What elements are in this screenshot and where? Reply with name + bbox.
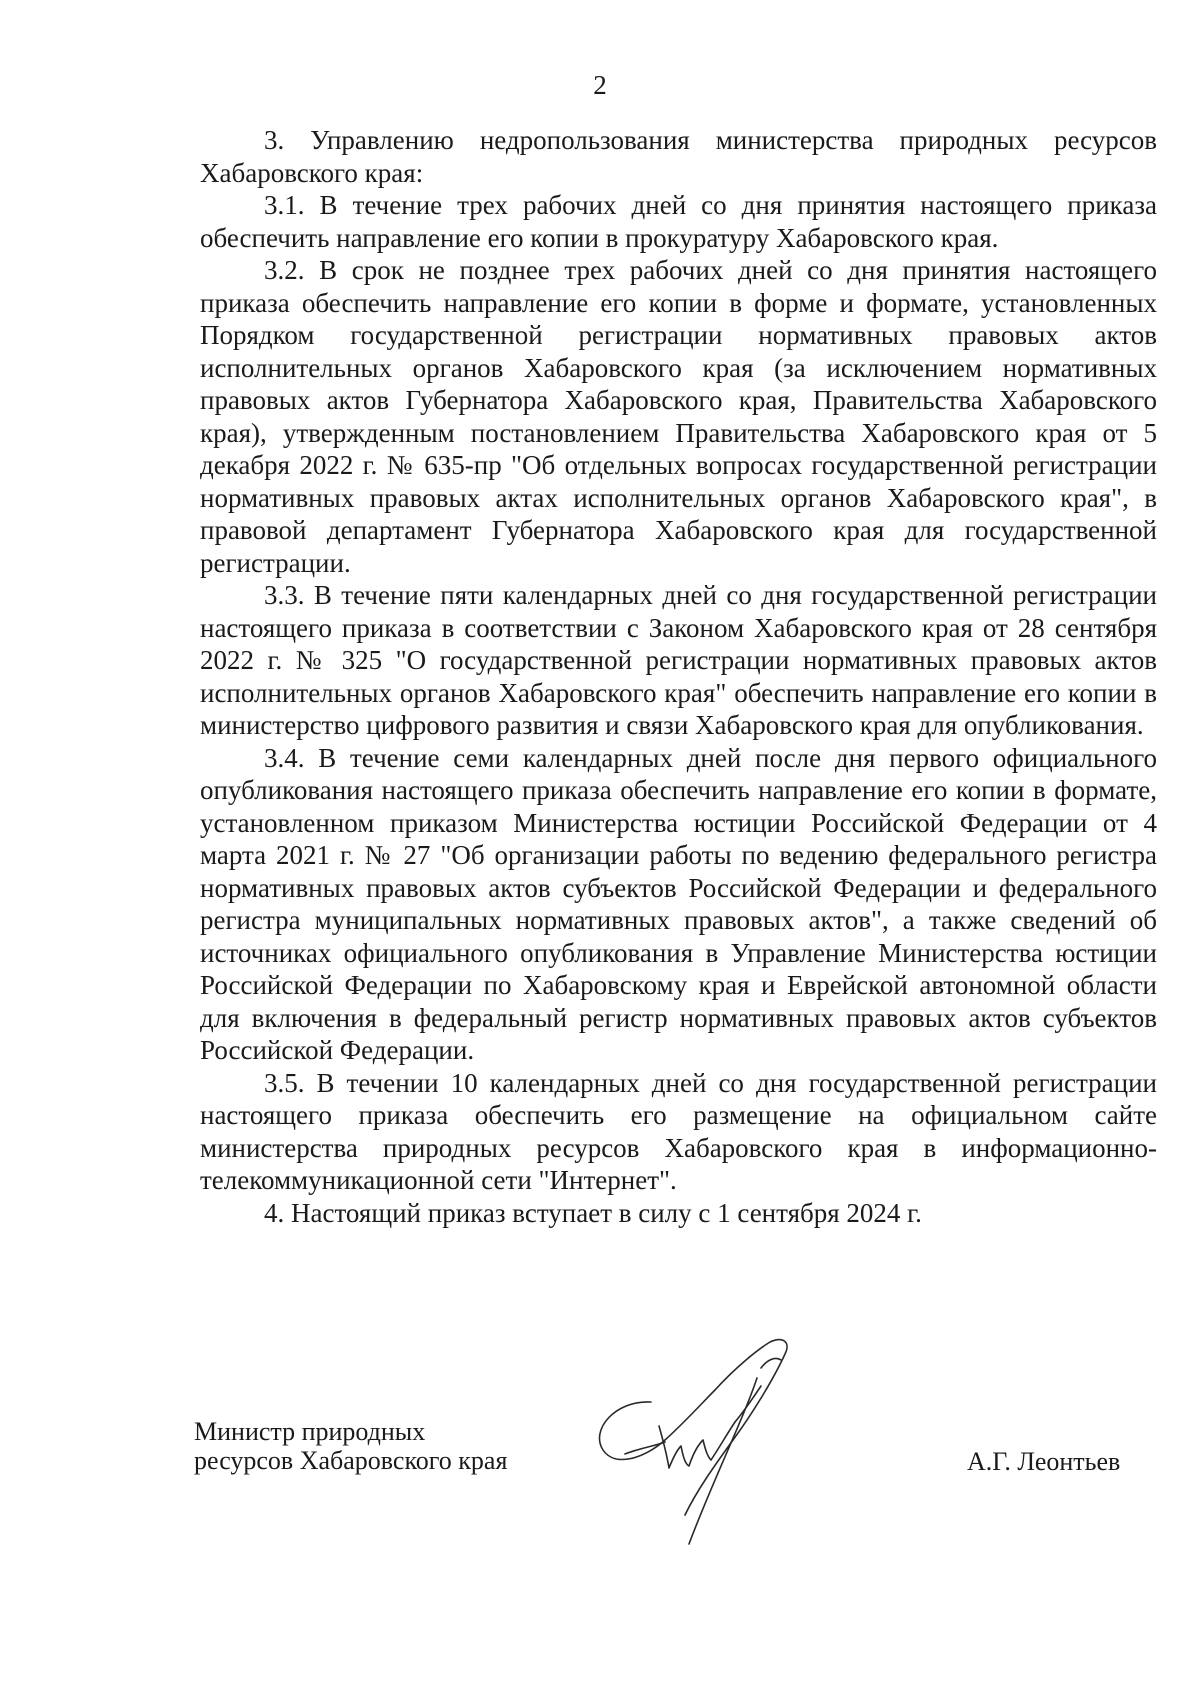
paragraph-3: 3. Управлению недропользования министерства природных ресурсов Хабаровского края: xyxy=(200,125,1157,188)
signer-title-line-1: Министр природных xyxy=(194,1417,426,1446)
paragraph-3-1: 3.1. В течение трех рабочих дней со дня принятия настоящего приказа обеспечить направление его копии в прокуратуру Хабаровского края. xyxy=(200,190,1157,253)
paragraph-3-5: 3.5. В течении 10 календарных дней со дня государственной регистрации настоящего приказа обеспечить его размещение на официальном сайте министерства природных ресурсов Хабаровского края в информационно-телекоммуникационной сети "Интернет". xyxy=(200,1067,1157,1195)
signer-name: А.Г. Леонтьев xyxy=(967,1447,1121,1476)
signer-title xyxy=(194,1417,507,1475)
paragraph-3-4: 3.4. В течение семи календарных дней после дня первого официального опубликования настоящего приказа обеспечить направление его копии в формате, установленном приказом Министерства юстиции Российской Федерации от 4 марта 2021 г. № 27 "Об организации работы по ведению федерального регистра нормативных правовых актов субъектов Российской Федерации и федерального регистра муниципальных нормативных правовых актов", а также сведений об источниках официального опубликования в Управление Министерства юстиции Российской Федерации по Хабаровскому края и Еврейской автономной области для включения в федеральный регистр нормативных правовых актов субъектов Российской Федерации. xyxy=(200,742,1157,1065)
handwritten-signature xyxy=(585,1330,845,1560)
page-number: 2 xyxy=(593,70,607,100)
paragraph-3-2: 3.2. В срок не позднее трех рабочих дней со дня принятия настоящего приказа обеспечить направление его копии в форме и формате, установленных Порядком государственной регистрации нормативных правовых актов исполнительных органов Хабаровского края (за исключением нормативных правовых актов Губернатора Хабаровского края, Правительства Хабаровского края), утвержденным постановлением Правительства Хабаровского края от 5 декабря 2022 г. № 635-пр "Об отдельных вопросах государственной регистрации нормативных правовых актах исполнительных органов Хабаровского края", в правовой департамент Губернатора Хабаровского края для государственной регистрации. xyxy=(200,255,1157,578)
signer-title-line-2: ресурсов Хабаровского края xyxy=(194,1446,508,1475)
paragraph-4: 4. Настоящий приказ вступает в силу с 1 сентября 2024 г. xyxy=(264,1197,922,1228)
paragraph-3-3: 3.3. В течение пяти календарных дней со дня государственной регистрации настоящего приказа в соответствии с Законом Хабаровского края от 28 сентября 2022 г. № 325 "О государственной регистрации нормативных правовых актов исполнительных органов Хабаровского края" обеспечить направление его копии в министерство цифрового развития и связи Хабаровского края для опубликования. xyxy=(200,580,1157,740)
